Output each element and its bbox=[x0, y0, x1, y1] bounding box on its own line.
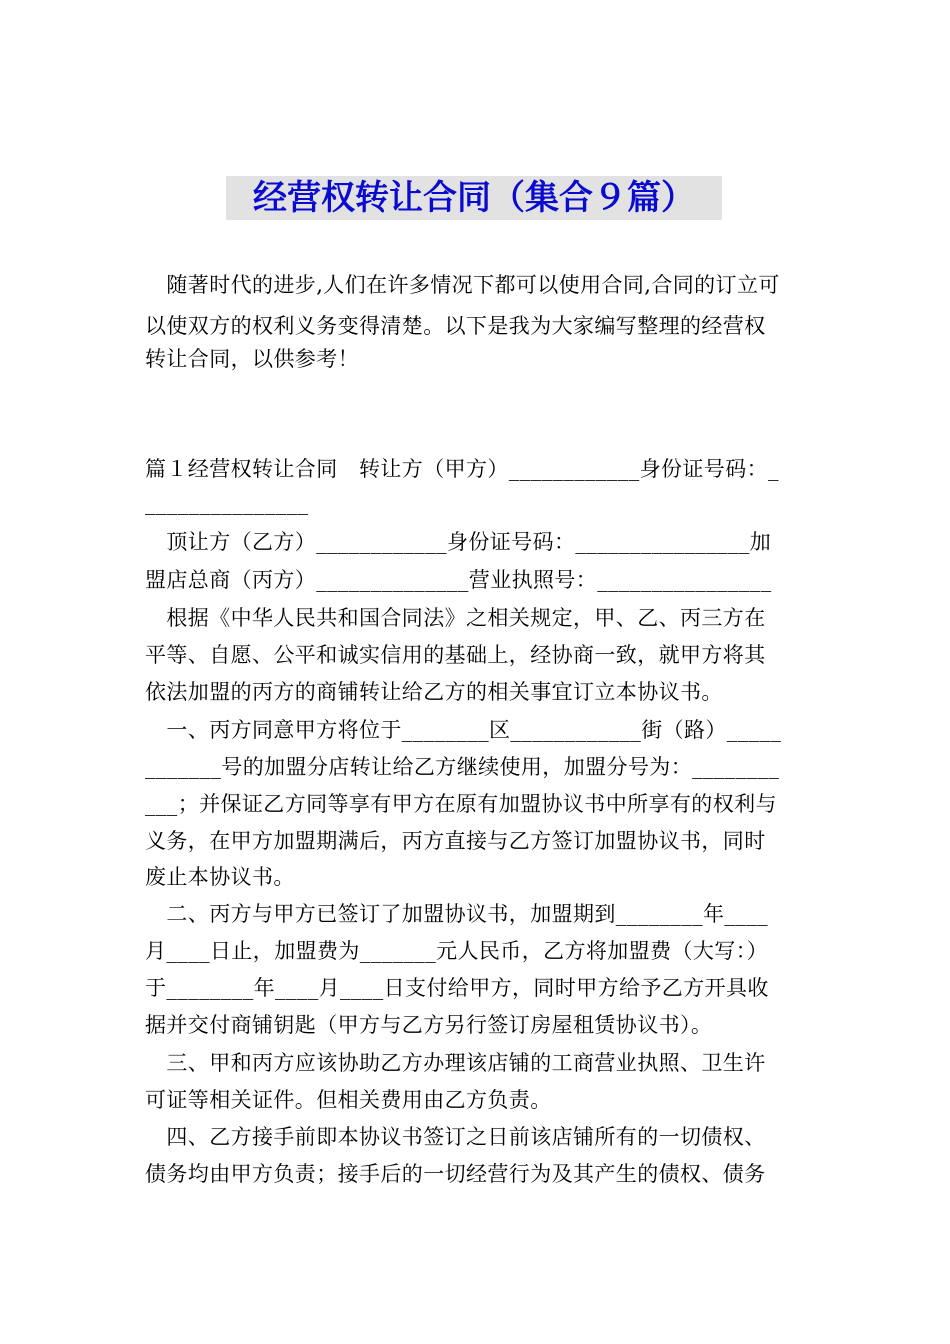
clause-1-line-3: ___；并保证乙方同等享有甲方在原有加盟协议书中所享有的权利与 bbox=[145, 792, 777, 816]
intro-line-2: 以使双方的权利义务变得清楚。以下是我为大家编写整理的经营权 bbox=[145, 314, 766, 338]
intro-line-1: 随著时代的进步,人们在许多情况下都可以使用合同,合同的订立可 bbox=[145, 273, 780, 297]
clause-1-line-2: _______号的加盟分店转让给乙方继续使用，加盟分号为：________ bbox=[145, 755, 780, 779]
clause-4-line-1: 四、乙方接手前即本协议书签订之日前该店铺所有的一切债权、 bbox=[145, 1125, 766, 1149]
document-title: 经营权转让合同（集合９篇） bbox=[226, 176, 722, 220]
party-line-3: 顶让方（乙方）____________身份证号码：________________加 bbox=[145, 530, 772, 554]
preamble-line-2: 平等、自愿、公平和诚实信用的基础上，经协商一致，就甲方将其 bbox=[145, 643, 766, 667]
party-line-4: 盟店总商（丙方）______________营业执照号：________________ bbox=[145, 568, 772, 592]
party-line-1: 篇１经营权转让合同 转让方（甲方）____________身份证号码：_ bbox=[145, 457, 779, 481]
clause-3-line-2: 可证等相关证件。但相关费用由乙方负责。 bbox=[145, 1088, 552, 1112]
party-line-2: _______________ bbox=[145, 491, 309, 515]
clause-2-line-2: 月____日止，加盟费为_______元人民币，乙方将加盟费（大写：） bbox=[145, 939, 768, 963]
clause-2-line-3: 于________年____月____日支付给甲方，同时甲方给予乙方开具收 bbox=[145, 976, 769, 1000]
clause-2-line-1: 二、丙方与甲方已签订了加盟协议书，加盟期到________年____ bbox=[145, 902, 768, 926]
clause-4-line-2: 债务均由甲方负责；接手后的一切经营行为及其产生的债权、债务 bbox=[145, 1162, 766, 1186]
clause-1-line-5: 废止本协议书。 bbox=[145, 865, 295, 889]
clause-1-line-4: 义务，在甲方加盟期满后，丙方直接与乙方签订加盟协议书，同时 bbox=[145, 829, 766, 853]
preamble-line-1: 根据《中华人民共和国合同法》之相关规定，甲、乙、丙三方在 bbox=[145, 606, 766, 630]
intro-line-3: 转让合同，以供参考！ bbox=[145, 347, 359, 371]
clause-2-line-4: 据并交付商铺钥匙（甲方与乙方另行签订房屋租赁协议书）。 bbox=[145, 1013, 713, 1037]
clause-3-line-1: 三、甲和丙方应该协助乙方办理该店铺的工商营业执照、卫生许 bbox=[145, 1051, 766, 1075]
preamble-line-3: 依法加盟的丙方的商铺转让给乙方的相关事宜订立本协议书。 bbox=[145, 680, 723, 704]
clause-1-line-1: 一、丙方同意甲方将位于________区____________街（路）_____ bbox=[145, 718, 782, 742]
